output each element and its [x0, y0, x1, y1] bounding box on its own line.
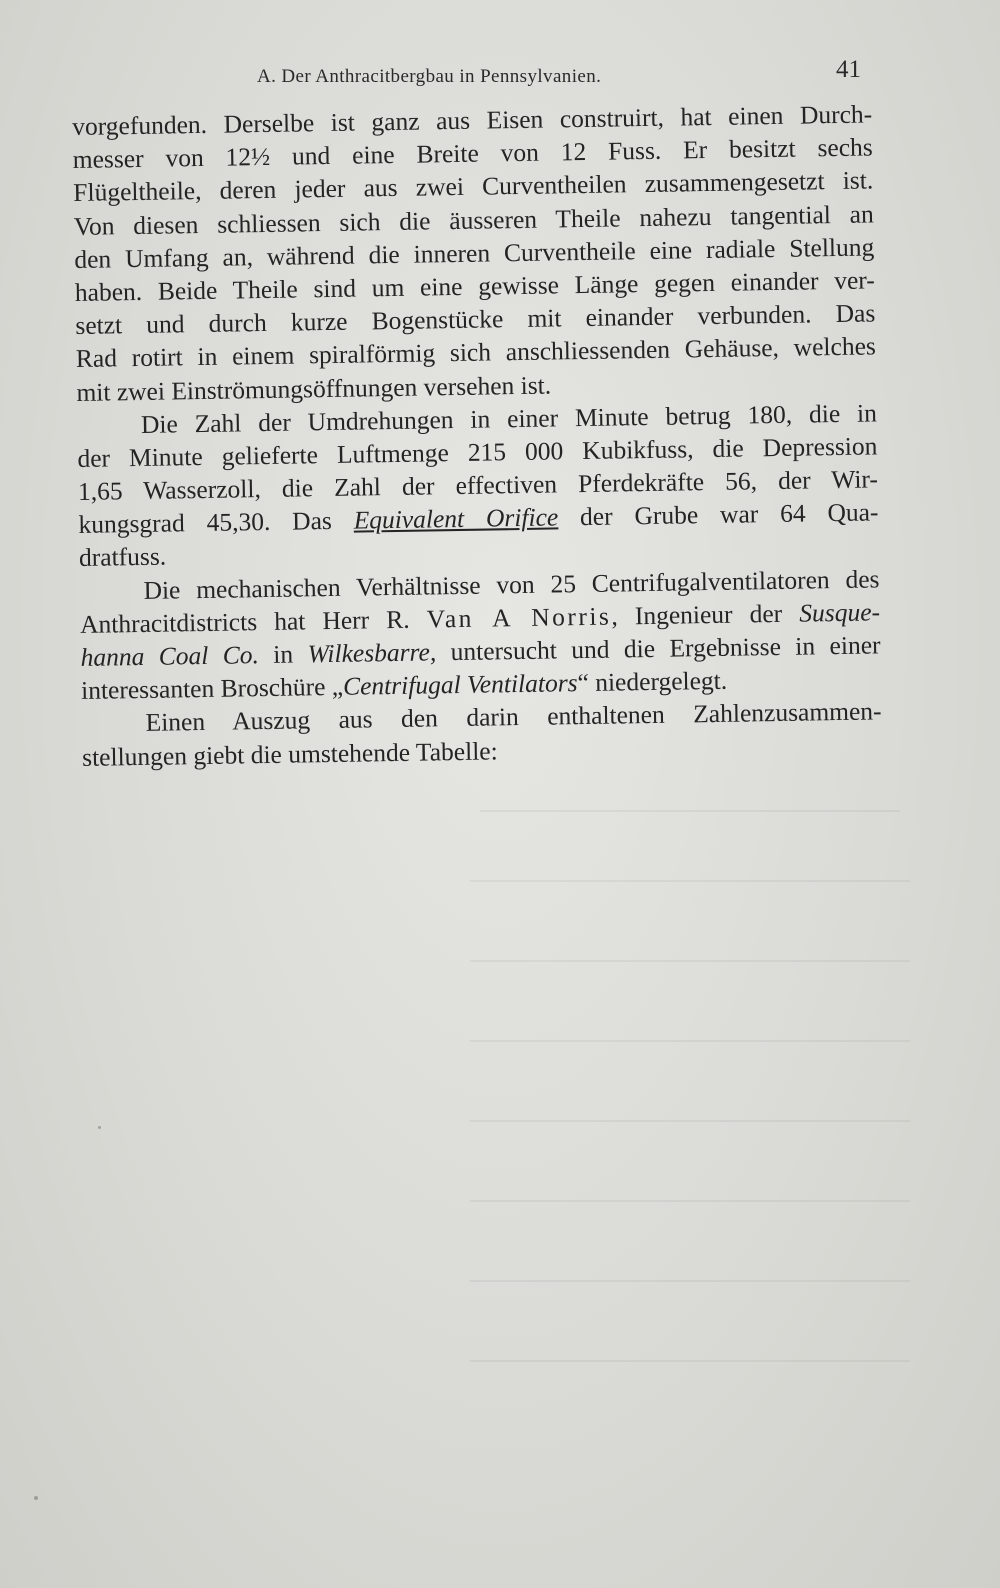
text-line: haben. Beide Theile sind um eine gewisse Länge gegen einander ver-: [74, 265, 875, 307]
text-run: in: [258, 639, 308, 670]
text-line: Von diesen schliessen sich die äusseren Theile nahezu tangential an: [73, 198, 874, 241]
italic-term: Wilkesbarre,: [307, 637, 437, 669]
text-line: Rad rotirt in einem spiralförmig sich anschliessenden Gehäuse, welches: [75, 331, 877, 374]
page-number: 41: [836, 56, 861, 83]
text-line: setzt und durch kurze Bogenstücke mit einander verbunden. Das: [75, 298, 876, 341]
text-line: vorgefunden. Derselbe ist ganz aus Eisen construirt, hat einen Durch-: [72, 99, 873, 141]
ink-speck: [98, 1126, 101, 1129]
text-line: Flügeltheile, deren jeder aus zwei Curventheilen zusammengesetzt ist.: [73, 165, 874, 208]
text-run: “ niedergelegt.: [577, 665, 728, 698]
text-line: der Minute gelieferte Luftmenge 215 000 Kubikfuss, die Depression: [77, 431, 878, 473]
text-run: interessanten Broschüre „: [80, 672, 344, 706]
text-line: mit zwei Einströmungsöffnungen versehen ist.: [76, 370, 552, 407]
text-line: Die mechanischen Verhältnisse von 25 Centrifugalventilatoren des: [143, 564, 880, 605]
running-head: A. Der Anthracitbergbau in Pennsylvanien.: [257, 66, 602, 87]
italic-term: Susque-: [799, 597, 881, 628]
ink-speck: [34, 1496, 38, 1500]
spaced-name: Van A Norris: [426, 601, 612, 634]
body-text: [72, 97, 882, 773]
text-line: den Umfang an, während die inneren Curventheile eine radiale Stellung: [74, 232, 875, 274]
text-run: kungsgrad 45,30. Das: [78, 505, 354, 540]
text-line: stellungen giebt die umstehende Tabelle:: [81, 735, 498, 772]
text-run: der Grube war 64 Qua-: [557, 497, 879, 532]
italic-term: hanna Coal Co.: [80, 640, 260, 672]
italic-term: Centrifugal Ventilators: [342, 668, 578, 701]
text-line: dratfuss.: [78, 542, 167, 573]
text-line: messer von 12½ und eine Breite von 12 Fuss. Er besitzt sechs: [72, 132, 873, 175]
text-line: Einen Auszug aus den darin enthaltenen Zahlenzusammen-: [145, 696, 882, 738]
text-run: Anthracitdistricts hat Herr R.: [79, 604, 427, 639]
text-run: untersucht und die Ergebnisse in einer: [435, 630, 881, 667]
text-line: 1,65 Wasserzoll, die Zahl der effectiven Pferdekräfte 56, der Wir-: [77, 464, 879, 507]
italic-term: Equivalent Orifice: [353, 502, 559, 535]
text-run: , Ingenieur der: [611, 598, 800, 631]
text-line: Die Zahl der Umdrehungen in einer Minute betrug 180, die in: [140, 398, 878, 439]
